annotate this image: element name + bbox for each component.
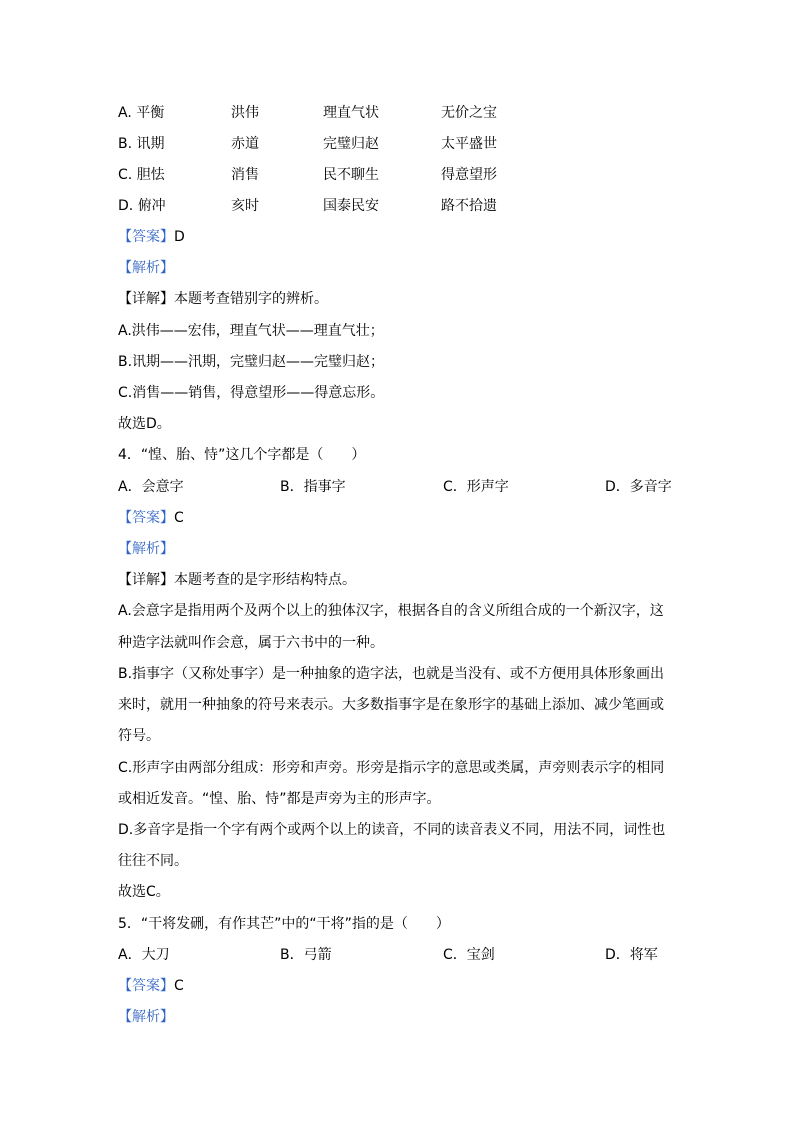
explain-line: C.形声字由两部分组成：形旁和声旁。形旁是指示字的意思或类属，声旁则表示字的相同	[118, 760, 665, 776]
option-word: 完璧归赵	[323, 136, 379, 152]
option-word: 赤道	[231, 136, 259, 152]
option: D．将军	[605, 947, 658, 963]
explain-line: 或相近发音。“惶、胎、恃”都是声旁为主的形声字。	[118, 791, 441, 807]
explain-line: 往往不同。	[118, 853, 188, 869]
explain-line: 故选D。	[118, 416, 171, 432]
answer-value: D	[174, 229, 185, 245]
option-word: 亥时	[231, 198, 259, 214]
question-stem: 5．“干将发硎，有作其芒”中的“干将”指的是（ ）	[118, 916, 450, 932]
explain-line: D.多音字是指一个字有两个或两个以上的读音，不同的读音表义不同，用法不同，词性也	[118, 822, 666, 838]
option: C．形声字	[443, 479, 509, 495]
explain-line: B.讯期——汛期，完璧归赵——完璧归赵；	[118, 354, 385, 370]
analysis-tag: 【解析】	[118, 260, 174, 276]
option-word: 民不聊生	[323, 167, 379, 183]
analysis-line	[118, 1007, 174, 1027]
explain-line: 故选C。	[118, 884, 170, 900]
option-word: 得意望形	[441, 167, 497, 183]
option-word: C. 胆怯	[118, 167, 165, 183]
detail-tag: 【详解】	[118, 572, 174, 588]
answer-tag: 【答案】	[118, 510, 174, 526]
option-word: 无价之宝	[441, 105, 497, 121]
option: C．宝剑	[443, 947, 495, 963]
explain-line: C.消售——销售，得意望形——得意忘形。	[118, 385, 385, 401]
option-word: 太平盛世	[441, 136, 497, 152]
detail-line	[118, 570, 356, 590]
option-word: 路不拾遗	[441, 198, 497, 214]
answer-line	[118, 976, 184, 996]
detail-text: 本题考查的是字形结构特点。	[174, 572, 356, 588]
answer-line	[118, 227, 185, 247]
answer-value: C	[174, 510, 184, 526]
option-word: 理直气状	[323, 105, 379, 121]
explain-line: A.洪伟——宏伟，理直气状——理直气壮；	[118, 323, 384, 339]
option: B．指事字	[280, 479, 346, 495]
option: A．大刀	[118, 947, 170, 963]
explain-line: 符号。	[118, 728, 160, 744]
answer-tag: 【答案】	[118, 229, 174, 245]
analysis-line	[118, 258, 174, 278]
analysis-line	[118, 539, 174, 559]
analysis-tag: 【解析】	[118, 541, 174, 557]
question-stem: 4．“惶、胎、恃”这几个字都是（ ）	[118, 447, 366, 463]
option: B．弓箭	[280, 947, 332, 963]
explain-line: B.指事字（又称处事字）是一种抽象的造字法，也就是当没有、或不方便用具体形象画出	[118, 666, 665, 682]
analysis-tag: 【解析】	[118, 1009, 174, 1025]
explain-line: 来时，就用一种抽象的符号来表示。大多数指事字是在象形字的基础上添加、减少笔画或	[118, 697, 664, 713]
detail-text: 本题考查错别字的辨析。	[174, 291, 328, 307]
detail-line	[118, 289, 328, 309]
answer-value: C	[174, 978, 184, 994]
option-word: 消售	[231, 167, 259, 183]
option-word: 国泰民安	[323, 198, 379, 214]
answer-tag: 【答案】	[118, 978, 174, 994]
option-word: A. 平衡	[118, 105, 165, 121]
option: A．会意字	[118, 479, 184, 495]
explain-line: A.会意字是指用两个及两个以上的独体汉字，根据各自的含义所组合成的一个新汉字，这	[118, 603, 664, 619]
option-word: D. 俯冲	[118, 198, 166, 214]
option: D．多音字	[605, 479, 672, 495]
detail-tag: 【详解】	[118, 291, 174, 307]
option-word: B. 讯期	[118, 136, 165, 152]
option-word: 洪伟	[231, 105, 259, 121]
answer-line	[118, 508, 184, 528]
explain-line: 种造字法就叫作会意，属于六书中的一种。	[118, 635, 384, 651]
